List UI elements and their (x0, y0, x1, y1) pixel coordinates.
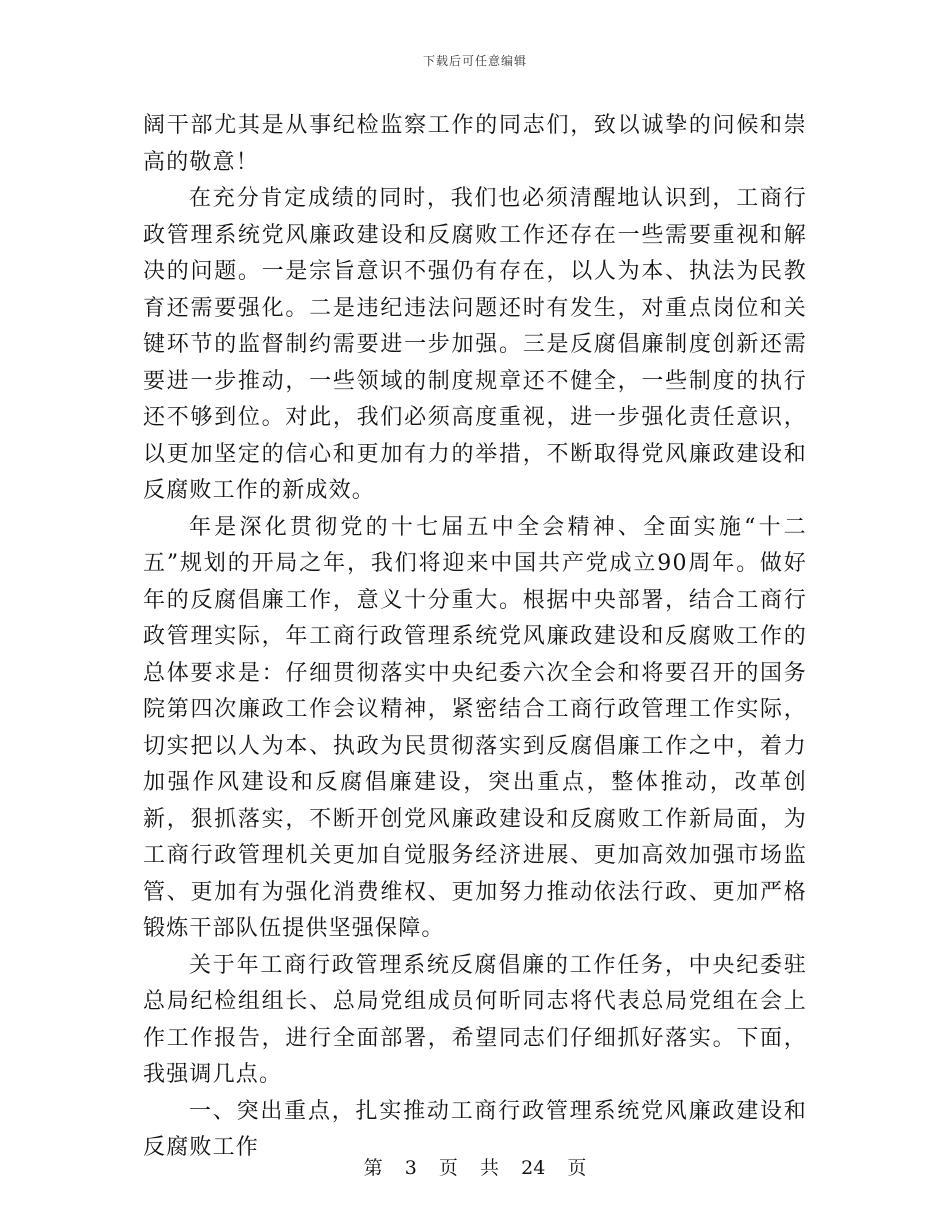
page-header: 下载后可任意编辑 (422, 54, 527, 68)
paragraph-2: 在充分肯定成绩的同时，我们也必须清醒地认识到，工商行政管理系统党风廉政建设和反腐败工作还存在一些需要重视和解决的问题。一是宗旨意识不强仍有存在，以人为本、执法为民教育还需要强化。二是违纪违法问题还时有发生，对重点岗位和关键环节的监督制约需要进一步加强。三是反腐倡廉制度创新还需要进一步推动，一些领域的制度规章还不健全，一些制度的执行还不够到位。对此，我们必须高度重视，进一步强化责任意识，以更加坚定的信心和更加有力的举措，不断取得党风廉政建设和反腐败工作的新成效。 (143, 186, 807, 503)
document-body (143, 108, 807, 1167)
paragraph-4: 关于年工商行政管理系统反腐倡廉的工作任务，中央纪委驻总局纪检组组长、总局党组成员何昕同志将代表总局党组在会上作工作报告，进行全面部署，希望同志们仔细抓好落实。下面，我强调几点。 (143, 952, 807, 1087)
total-pages-number: 24 (521, 1157, 546, 1179)
paragraph-1: 阔干部尤其是从事纪检监察工作的同志们，致以诚挚的问候和崇高的敬意！ (143, 113, 807, 175)
page-footer (0, 1153, 950, 1180)
section-heading: 一、突出重点，扎实推动工商行政管理系统党风廉政建设和反腐败工作 (143, 1098, 807, 1160)
current-page-number: 3 (404, 1157, 417, 1179)
footer-label-page: 第 (363, 1157, 383, 1179)
paragraph-3: 年是深化贯彻党的十七届五中全会精神、全面实施“十二五”规划的开局之年，我们将迎来中国共产党成立90周年。做好年的反腐倡廉工作，意义十分重大。根据中央部署，结合工商行政管理实际，年工商行政管理系统党风廉政建设和反腐败工作的总体要求是：仔细贯彻落实中央纪委六次全会和将要召开的国务院第四次廉政工作会议精神，紧密结合工商行政管理工作实际，切实把以人为本、执政为民贯彻落实到反腐倡廉工作之中，着力加强作风建设和反腐倡廉建设，突出重点，整体推动，改革创新，狠抓落实，不断开创党风廉政建设和反腐败工作新局面，为工商行政管理机关更加自觉服务经济进展、更加高效加强市场监管、更加有为强化消费维权、更加努力推动依法行政、更加严格锻炼干部队伍提供坚强保障。 (143, 514, 807, 941)
footer-label-total: 共 (480, 1157, 500, 1179)
footer-label-of: 页 (438, 1157, 458, 1179)
footer-label-end: 页 (567, 1157, 587, 1179)
